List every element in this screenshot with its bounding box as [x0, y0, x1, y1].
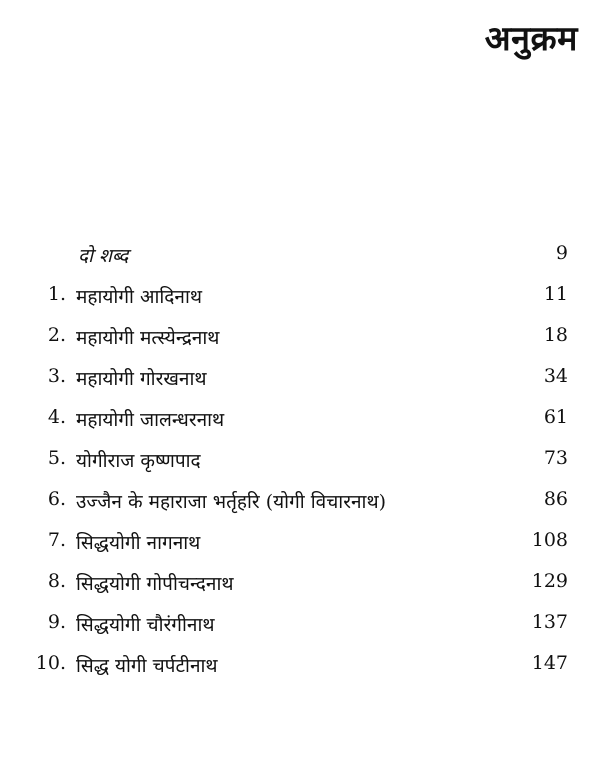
toc-entry-title: महायोगी आदिनाथ	[76, 286, 203, 308]
toc-entry-title: महायोगी जालन्धरनाथ	[76, 409, 225, 431]
toc-entry-number: 2.	[47, 324, 66, 346]
toc-entry-3	[28, 359, 568, 400]
toc-entry-6	[28, 482, 568, 523]
toc-entry-1	[28, 277, 568, 318]
toc-entry-page: 129	[531, 570, 568, 592]
table-of-contents	[28, 236, 568, 687]
toc-entry-number: 8.	[47, 570, 66, 592]
toc-entry-10	[28, 646, 568, 687]
toc-entry-number: 5.	[47, 447, 66, 469]
toc-entry-number: 1.	[47, 283, 66, 305]
toc-entry-title: महायोगी मत्स्येन्द्रनाथ	[76, 327, 220, 349]
toc-entry-5	[28, 441, 568, 482]
toc-entry-page: 34	[543, 365, 568, 387]
toc-entry-number: 10.	[35, 652, 66, 674]
toc-entry-page: 86	[543, 488, 568, 510]
toc-entry-title: योगीराज कृष्णपाद	[76, 450, 201, 472]
toc-entry-number: 6.	[47, 488, 66, 510]
page-title: अनुक्रम	[484, 19, 578, 59]
toc-entry-page: 108	[531, 529, 568, 551]
toc-entry-page: 18	[543, 324, 568, 346]
toc-entry-page: 11	[543, 283, 568, 305]
toc-entry-title: उज्जैन के महाराजा भर्तृहरि (योगी विचारनाथ)	[76, 491, 386, 513]
toc-entry-7	[28, 523, 568, 564]
toc-entry-number: 7.	[47, 529, 66, 551]
toc-entry-title: दो शब्द	[78, 245, 129, 267]
toc-entry-number: 4.	[47, 406, 66, 428]
toc-entry-title: सिद्धयोगी नागनाथ	[76, 532, 201, 554]
toc-entry-intro	[28, 236, 568, 277]
toc-entry-page: 61	[543, 406, 568, 428]
toc-entry-page: 73	[543, 447, 568, 469]
toc-entry-title: सिद्धयोगी चौरंगीनाथ	[76, 614, 215, 636]
toc-entry-title: सिद्धयोगी गोपीचन्दनाथ	[76, 573, 234, 595]
toc-entry-page: 147	[531, 652, 568, 674]
toc-entry-2	[28, 318, 568, 359]
toc-entry-8	[28, 564, 568, 605]
toc-entry-number: 3.	[47, 365, 66, 387]
toc-entry-title: महायोगी गोरखनाथ	[76, 368, 207, 390]
toc-entry-title: सिद्ध योगी चर्पटीनाथ	[76, 655, 218, 677]
toc-entry-page: 9	[555, 242, 568, 264]
toc-entry-4	[28, 400, 568, 441]
toc-entry-9	[28, 605, 568, 646]
toc-entry-page: 137	[531, 611, 568, 633]
toc-entry-number: 9.	[47, 611, 66, 633]
